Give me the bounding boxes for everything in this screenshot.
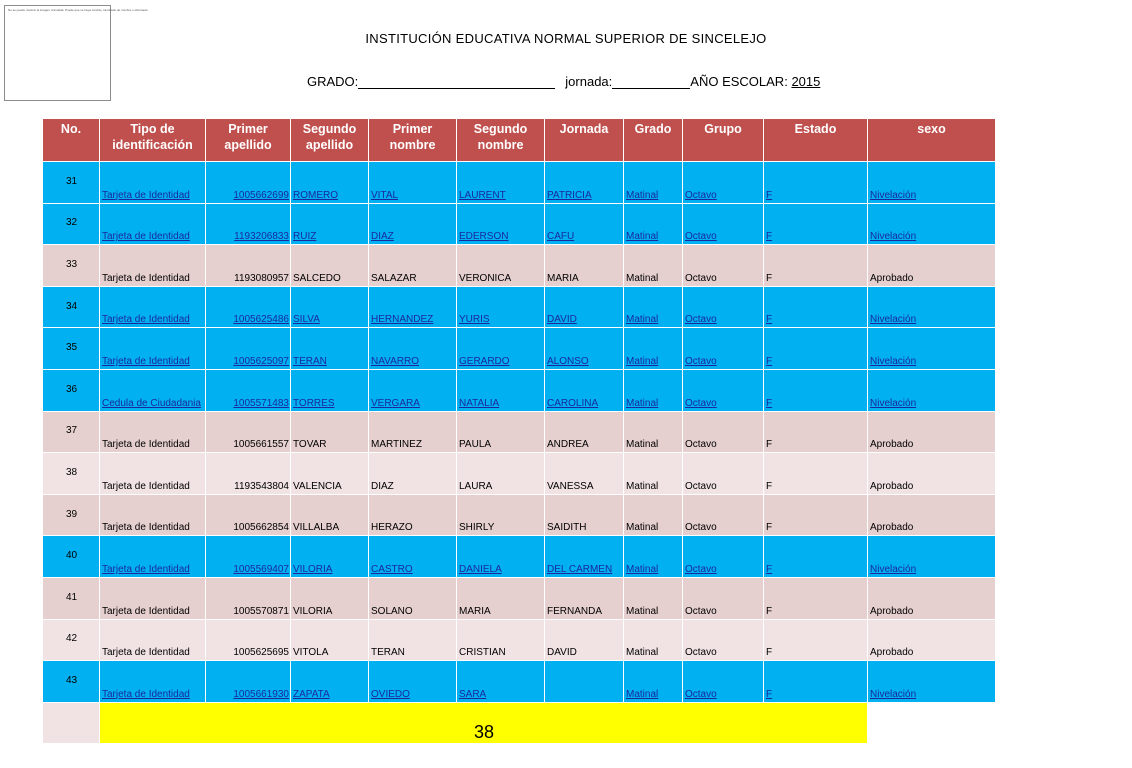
group-cell: F xyxy=(764,619,868,661)
id-number-cell: 1005661930 xyxy=(206,661,291,703)
grade-cell: Octavo xyxy=(683,411,764,453)
shift-cell: Matinal xyxy=(624,453,683,495)
second-name-cell: MARIA xyxy=(545,245,624,287)
id-number-cell: 1005662854 xyxy=(206,494,291,536)
second-surname-cell: SOLANO xyxy=(369,577,457,619)
status-cell: Aprobado xyxy=(868,245,996,287)
first-surname-cell: VALENCIA xyxy=(291,453,369,495)
table-row xyxy=(43,369,996,411)
shift-cell: Matinal xyxy=(624,328,683,370)
first-name-cell: VERONICA xyxy=(457,245,545,287)
id-number-cell: 1193206833 xyxy=(206,203,291,245)
second-name-cell xyxy=(545,661,624,703)
first-surname-cell: ROMERO xyxy=(291,162,369,204)
row-number-cell: 36 xyxy=(43,369,100,411)
shift-cell: Matinal xyxy=(624,245,683,287)
shift-cell: Matinal xyxy=(624,619,683,661)
first-name-cell: LAURA xyxy=(457,453,545,495)
total-row xyxy=(43,702,996,743)
first-surname-cell: ZAPATA xyxy=(291,661,369,703)
second-surname-cell: HERNANDEZ xyxy=(369,286,457,328)
row-number-cell: 33 xyxy=(43,245,100,287)
id-number-cell: 1005625695 xyxy=(206,619,291,661)
grade-cell: Octavo xyxy=(683,536,764,578)
id-type-cell: Tarjeta de Identidad xyxy=(100,536,206,578)
second-name-cell: CAROLINA xyxy=(545,369,624,411)
group-cell: F xyxy=(764,203,868,245)
row-number-cell: 37 xyxy=(43,411,100,453)
status-cell: Nivelación xyxy=(868,536,996,578)
status-cell: Nivelación xyxy=(868,203,996,245)
table-row xyxy=(43,162,996,204)
first-surname-cell: VITOLA xyxy=(291,619,369,661)
column-header: Grupo xyxy=(683,119,764,162)
group-cell: F xyxy=(764,494,868,536)
grade-cell: Octavo xyxy=(683,577,764,619)
id-number-cell: 1005661557 xyxy=(206,411,291,453)
form-header-line xyxy=(307,74,820,89)
broken-image-caption: No se puede mostrar la imagen vinculada. Puede que se haya movido, cambiado de nombre o eliminado. xyxy=(8,8,149,12)
status-cell: Aprobado xyxy=(868,411,996,453)
first-name-cell: YURIS xyxy=(457,286,545,328)
table-row xyxy=(43,536,996,578)
grade-cell: Octavo xyxy=(683,453,764,495)
first-surname-cell: SILVA xyxy=(291,286,369,328)
jornada-blank xyxy=(612,75,690,89)
first-name-cell: CRISTIAN xyxy=(457,619,545,661)
shift-cell: Matinal xyxy=(624,661,683,703)
column-header: Tipo de identificación xyxy=(100,119,206,162)
group-cell: F xyxy=(764,286,868,328)
id-type-cell: Tarjeta de Identidad xyxy=(100,286,206,328)
row-number-cell: 43 xyxy=(43,661,100,703)
status-cell: Nivelación xyxy=(868,369,996,411)
column-header: Grado xyxy=(624,119,683,162)
jornada-label: jornada: xyxy=(565,74,613,89)
status-cell: Aprobado xyxy=(868,577,996,619)
id-type-cell: Tarjeta de Identidad xyxy=(100,661,206,703)
second-name-cell: ALONSO xyxy=(545,328,624,370)
first-surname-cell: TERAN xyxy=(291,328,369,370)
first-surname-cell: VILORIA xyxy=(291,536,369,578)
grade-cell: Octavo xyxy=(683,328,764,370)
column-header: Estado xyxy=(764,119,868,162)
column-header: Primer apellido xyxy=(206,119,291,162)
table-row xyxy=(43,328,996,370)
first-name-cell: EDERSON xyxy=(457,203,545,245)
second-surname-cell: HERAZO xyxy=(369,494,457,536)
first-name-cell: SHIRLY xyxy=(457,494,545,536)
id-type-cell: Tarjeta de Identidad xyxy=(100,328,206,370)
total-blank-cell xyxy=(868,702,996,743)
id-number-cell: 1005625486 xyxy=(206,286,291,328)
table-row xyxy=(43,203,996,245)
id-number-cell: 1005662699 xyxy=(206,162,291,204)
table-row xyxy=(43,286,996,328)
second-name-cell: FERNANDA xyxy=(545,577,624,619)
shift-cell: Matinal xyxy=(624,162,683,204)
id-type-cell: Tarjeta de Identidad xyxy=(100,203,206,245)
status-cell: Nivelación xyxy=(868,286,996,328)
id-type-cell: Cedula de Ciudadania xyxy=(100,369,206,411)
second-surname-cell: OVIEDO xyxy=(369,661,457,703)
id-type-cell: Tarjeta de Identidad xyxy=(100,245,206,287)
row-number-cell: 41 xyxy=(43,577,100,619)
row-number-cell: 40 xyxy=(43,536,100,578)
row-number-cell: 31 xyxy=(43,162,100,204)
second-surname-cell: DIAZ xyxy=(369,453,457,495)
first-surname-cell: VILORIA xyxy=(291,577,369,619)
first-surname-cell: RUIZ xyxy=(291,203,369,245)
column-header: sexo xyxy=(868,119,996,162)
first-name-cell: PAULA xyxy=(457,411,545,453)
second-surname-cell: MARTINEZ xyxy=(369,411,457,453)
shift-cell: Matinal xyxy=(624,203,683,245)
second-surname-cell: DIAZ xyxy=(369,203,457,245)
id-type-cell: Tarjeta de Identidad xyxy=(100,494,206,536)
second-name-cell: DAVID xyxy=(545,619,624,661)
group-cell: F xyxy=(764,162,868,204)
grade-cell: Octavo xyxy=(683,286,764,328)
group-cell: F xyxy=(764,411,868,453)
grade-cell: Octavo xyxy=(683,369,764,411)
row-number-cell: 38 xyxy=(43,453,100,495)
first-name-cell: SARA xyxy=(457,661,545,703)
second-name-cell: DAVID xyxy=(545,286,624,328)
group-cell: F xyxy=(764,536,868,578)
row-number-cell: 35 xyxy=(43,328,100,370)
status-cell: Aprobado xyxy=(868,494,996,536)
second-surname-cell: VERGARA xyxy=(369,369,457,411)
row-number-cell: 42 xyxy=(43,619,100,661)
shift-cell: Matinal xyxy=(624,286,683,328)
first-name-cell: LAURENT xyxy=(457,162,545,204)
id-type-cell: Tarjeta de Identidad xyxy=(100,453,206,495)
column-header: Segundo nombre xyxy=(457,119,545,162)
second-surname-cell: VITAL xyxy=(369,162,457,204)
grade-cell: Octavo xyxy=(683,245,764,287)
column-header: No. xyxy=(43,119,100,162)
anio-value: 2015 xyxy=(791,74,821,89)
second-surname-cell: NAVARRO xyxy=(369,328,457,370)
id-number-cell: 1005571483 xyxy=(206,369,291,411)
shift-cell: Matinal xyxy=(624,411,683,453)
grade-cell: Octavo xyxy=(683,203,764,245)
table-row xyxy=(43,245,996,287)
first-name-cell: NATALIA xyxy=(457,369,545,411)
first-surname-cell: TORRES xyxy=(291,369,369,411)
group-cell: F xyxy=(764,453,868,495)
second-surname-cell: TERAN xyxy=(369,619,457,661)
table-row xyxy=(43,494,996,536)
second-surname-cell: SALAZAR xyxy=(369,245,457,287)
id-number-cell: 1005625097 xyxy=(206,328,291,370)
first-surname-cell: VILLALBA xyxy=(291,494,369,536)
row-number-cell: 34 xyxy=(43,286,100,328)
second-name-cell: PATRICIA xyxy=(545,162,624,204)
students-table xyxy=(42,118,996,744)
second-surname-cell: CASTRO xyxy=(369,536,457,578)
id-type-cell: Tarjeta de Identidad xyxy=(100,162,206,204)
id-type-cell: Tarjeta de Identidad xyxy=(100,577,206,619)
table-row xyxy=(43,661,996,703)
grade-cell: Octavo xyxy=(683,162,764,204)
column-header: Jornada xyxy=(545,119,624,162)
logo-placeholder xyxy=(4,5,149,101)
table-row xyxy=(43,411,996,453)
row-number-cell: 32 xyxy=(43,203,100,245)
row-number-cell: 39 xyxy=(43,494,100,536)
status-cell: Nivelación xyxy=(868,661,996,703)
status-cell: Nivelación xyxy=(868,162,996,204)
group-cell: F xyxy=(764,661,868,703)
grado-blank xyxy=(358,75,555,89)
id-number-cell: 1005570871 xyxy=(206,577,291,619)
institution-title: INSTITUCIÓN EDUCATIVA NORMAL SUPERIOR DE SINCELEJO xyxy=(365,31,767,46)
column-header: Segundo apellido xyxy=(291,119,369,162)
group-cell: F xyxy=(764,245,868,287)
table-header-row xyxy=(43,119,996,162)
id-type-cell: Tarjeta de Identidad xyxy=(100,619,206,661)
second-name-cell: SAIDITH xyxy=(545,494,624,536)
first-surname-cell: TOVAR xyxy=(291,411,369,453)
anio-label: AÑO ESCOLAR: xyxy=(690,74,788,89)
table-row xyxy=(43,619,996,661)
shift-cell: Matinal xyxy=(624,494,683,536)
id-number-cell: 1193080957 xyxy=(206,245,291,287)
grade-cell: Octavo xyxy=(683,619,764,661)
grade-cell: Octavo xyxy=(683,494,764,536)
shift-cell: Matinal xyxy=(624,536,683,578)
grado-label: GRADO: xyxy=(307,74,359,89)
status-cell: Aprobado xyxy=(868,619,996,661)
id-number-cell: 1005569407 xyxy=(206,536,291,578)
shift-cell: Matinal xyxy=(624,577,683,619)
column-header: Primer nombre xyxy=(369,119,457,162)
second-name-cell: VANESSA xyxy=(545,453,624,495)
id-type-cell: Tarjeta de Identidad xyxy=(100,411,206,453)
second-name-cell: DEL CARMEN xyxy=(545,536,624,578)
grade-cell: Octavo xyxy=(683,661,764,703)
table-row xyxy=(43,577,996,619)
status-cell: Nivelación xyxy=(868,328,996,370)
table-row xyxy=(43,453,996,495)
total-empty-cell xyxy=(43,702,100,743)
group-cell: F xyxy=(764,369,868,411)
first-surname-cell: SALCEDO xyxy=(291,245,369,287)
group-cell: F xyxy=(764,328,868,370)
second-name-cell: ANDREA xyxy=(545,411,624,453)
status-cell: Aprobado xyxy=(868,453,996,495)
first-name-cell: DANIELA xyxy=(457,536,545,578)
id-number-cell: 1193543804 xyxy=(206,453,291,495)
first-name-cell: GERARDO xyxy=(457,328,545,370)
second-name-cell: CAFU xyxy=(545,203,624,245)
first-name-cell: MARIA xyxy=(457,577,545,619)
table-body xyxy=(43,162,996,703)
shift-cell: Matinal xyxy=(624,369,683,411)
group-cell: F xyxy=(764,577,868,619)
total-count: 38 xyxy=(100,702,868,743)
